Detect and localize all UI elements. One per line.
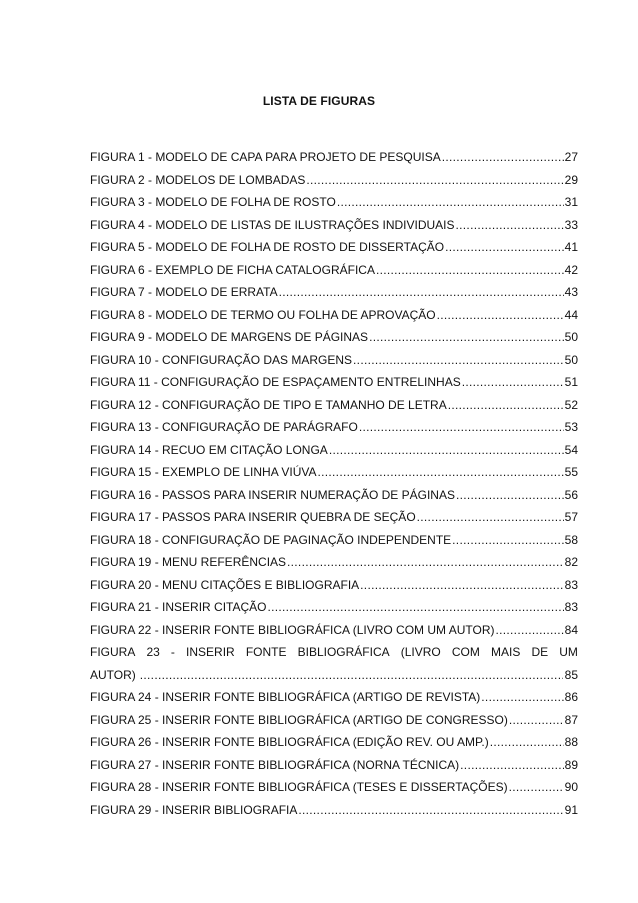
entry-page: 44	[564, 307, 578, 322]
entry-label-line1	[90, 641, 578, 664]
list-item	[90, 326, 578, 349]
list-item	[90, 236, 578, 259]
entry-label-word: DE	[531, 645, 549, 659]
leader-dots	[462, 371, 564, 394]
entry-label: FIGURA 8 - MODELO DE TERMO OU FOLHA DE APROVAÇÃO	[90, 307, 436, 322]
figure-list	[90, 146, 578, 821]
entry-label-word: (LIVRO	[400, 645, 441, 659]
list-item	[90, 709, 578, 732]
entry-label-word: MAIS	[490, 645, 521, 659]
entry-label: FIGURA 26 - INSERIR FONTE BIBLIOGRÁFICA (EDIÇÃO REV. OU AMP.)	[90, 735, 489, 749]
leader-dots	[496, 619, 564, 642]
list-item	[90, 349, 578, 372]
entry-label: FIGURA 21 - INSERIR CITAÇÃO	[90, 600, 267, 614]
entry-page: 88	[564, 735, 578, 749]
leader-dots	[417, 506, 564, 529]
entry-label: FIGURA 27 - INSERIR FONTE BIBLIOGRÁFICA (NORNA TÉCNICA)	[90, 757, 460, 772]
entry-label: FIGURA 14 - RECUO EM CITAÇÃO LONGA	[90, 442, 328, 457]
entry-label-word: -	[170, 645, 175, 659]
entry-label-line2-row	[90, 664, 578, 687]
entry-page: 86	[564, 690, 578, 704]
entry-label: FIGURA 28 - INSERIR FONTE BIBLIOGRÁFICA (TESES E DISSERTAÇÕES)	[90, 780, 508, 794]
leader-dots	[456, 214, 564, 237]
entry-label: FIGURA 7 - MODELO DE ERRATA	[90, 285, 278, 299]
entry-label-word: FONTE	[245, 645, 287, 659]
entry-page: 85	[564, 667, 578, 682]
entry-label: FIGURA 4 - MODELO DE LISTAS DE ILUSTRAÇÕES INDIVIDUAIS	[90, 217, 455, 232]
list-item	[90, 484, 578, 507]
list-item	[90, 641, 578, 686]
leader-dots	[359, 416, 564, 439]
entry-page: 87	[564, 712, 578, 727]
entry-page: 42	[564, 262, 578, 277]
entry-label: FIGURA 15 - EXEMPLO DE LINHA VIÚVA	[90, 465, 317, 479]
leader-dots	[337, 191, 564, 214]
leader-dots	[490, 731, 564, 754]
list-item	[90, 394, 578, 417]
leader-dots	[140, 664, 563, 687]
entry-page: 43	[564, 285, 578, 299]
list-item	[90, 146, 578, 169]
entry-page: 90	[564, 780, 578, 794]
entry-page: 84	[564, 622, 578, 637]
entry-page: 54	[564, 442, 578, 457]
entry-label: FIGURA 24 - INSERIR FONTE BIBLIOGRÁFICA (ARTIGO DE REVISTA)	[90, 690, 481, 704]
leader-dots	[445, 236, 564, 259]
list-item	[90, 371, 578, 394]
leader-dots	[509, 709, 564, 732]
leader-dots	[448, 394, 564, 417]
leader-dots	[353, 349, 564, 372]
leader-dots	[452, 529, 563, 552]
entry-page: 82	[564, 555, 578, 569]
entry-label: FIGURA 17 - PASSOS PARA INSERIR QUEBRA DE SEÇÃO	[90, 510, 416, 524]
entry-page: 83	[564, 600, 578, 614]
leader-dots	[329, 439, 564, 462]
entry-label-line2: AUTOR)	[90, 667, 136, 682]
leader-dots	[306, 169, 563, 192]
entry-label: FIGURA 13 - CONFIGURAÇÃO DE PARÁGRAFO	[90, 420, 358, 434]
leader-dots	[318, 461, 564, 484]
entry-page: 83	[564, 577, 578, 592]
leader-dots	[298, 799, 563, 822]
entry-label: FIGURA 12 - CONFIGURAÇÃO DE TIPO E TAMANHO DE LETRA	[90, 397, 447, 412]
list-item	[90, 416, 578, 439]
entry-label: FIGURA 2 - MODELOS DE LOMBADAS	[90, 172, 306, 187]
leader-dots	[287, 551, 564, 574]
entry-label-word: UM	[559, 645, 578, 659]
entry-label: FIGURA 5 - MODELO DE FOLHA DE ROSTO DE DISSERTAÇÃO	[90, 240, 445, 254]
entry-label: FIGURA 10 - CONFIGURAÇÃO DAS MARGENS	[90, 352, 353, 367]
entry-label: FIGURA 20 - MENU CITAÇÕES E BIBLIOGRAFIA	[90, 577, 360, 592]
leader-dots	[437, 304, 564, 327]
entry-page: 52	[564, 397, 578, 412]
list-item	[90, 619, 578, 642]
entry-page: 57	[564, 510, 578, 524]
entry-page: 31	[564, 195, 578, 209]
list-item	[90, 506, 578, 529]
entry-page: 50	[564, 330, 578, 344]
entry-label-word: INSERIR	[186, 645, 235, 659]
list-item	[90, 686, 578, 709]
entry-page: 55	[564, 465, 578, 479]
entry-page: 27	[564, 150, 578, 164]
list-item	[90, 551, 578, 574]
page-title: LISTA DE FIGURAS	[262, 94, 376, 108]
entry-label: FIGURA 25 - INSERIR FONTE BIBLIOGRÁFICA (ARTIGO DE CONGRESSO)	[90, 712, 508, 727]
list-item	[90, 191, 578, 214]
list-item	[90, 169, 578, 192]
entry-page: 91	[564, 802, 578, 817]
list-item	[90, 596, 578, 619]
entry-label: FIGURA 11 - CONFIGURAÇÃO DE ESPAÇAMENTO ENTRELINHAS	[90, 375, 461, 389]
list-item	[90, 754, 578, 777]
entry-label: FIGURA 3 - MODELO DE FOLHA DE ROSTO	[90, 195, 336, 209]
entry-label: FIGURA 1 - MODELO DE CAPA PARA PROJETO DE PESQUISA	[90, 150, 441, 164]
leader-dots	[369, 326, 564, 349]
entry-page: 29	[564, 172, 578, 187]
entry-page: 56	[564, 487, 578, 502]
entry-page: 89	[564, 757, 578, 772]
leader-dots	[481, 686, 563, 709]
entry-label: FIGURA 29 - INSERIR BIBLIOGRAFIA	[90, 802, 298, 817]
entry-label-word: COM	[451, 645, 480, 659]
leader-dots	[460, 754, 563, 777]
entry-label: FIGURA 6 - EXEMPLO DE FICHA CATALOGRÁFICA	[90, 262, 375, 277]
list-item	[90, 529, 578, 552]
list-item	[90, 259, 578, 282]
entry-label-word: FIGURA	[90, 645, 136, 659]
list-item	[90, 574, 578, 597]
entry-label: FIGURA 22 - INSERIR FONTE BIBLIOGRÁFICA (LIVRO COM UM AUTOR)	[90, 622, 495, 637]
entry-page: 53	[564, 420, 578, 434]
entry-label: FIGURA 19 - MENU REFERÊNCIAS	[90, 555, 287, 569]
entry-page: 50	[564, 352, 578, 367]
list-item	[90, 731, 578, 754]
entry-label: FIGURA 9 - MODELO DE MARGENS DE PÁGINAS	[90, 330, 369, 344]
list-item	[90, 439, 578, 462]
list-item	[90, 281, 578, 304]
entry-label-word: BIBLIOGRÁFICA	[297, 645, 390, 659]
list-item	[90, 461, 578, 484]
leader-dots	[267, 596, 563, 619]
entry-page: 51	[564, 375, 578, 389]
entry-label: FIGURA 16 - PASSOS PARA INSERIR NUMERAÇÃO DE PÁGINAS	[90, 487, 455, 502]
leader-dots	[456, 484, 564, 507]
entry-label: FIGURA 18 - CONFIGURAÇÃO DE PAGINAÇÃO INDEPENDENTE	[90, 532, 452, 547]
entry-page: 41	[564, 240, 578, 254]
list-item	[90, 214, 578, 237]
entry-page: 33	[564, 217, 578, 232]
list-item	[90, 799, 578, 822]
leader-dots	[376, 259, 564, 282]
leader-dots	[509, 776, 564, 799]
leader-dots	[360, 574, 563, 597]
list-item	[90, 776, 578, 799]
leader-dots	[279, 281, 564, 304]
list-item	[90, 304, 578, 327]
leader-dots	[442, 146, 564, 169]
entry-label-word: 23	[146, 645, 160, 659]
entry-page: 58	[564, 532, 578, 547]
